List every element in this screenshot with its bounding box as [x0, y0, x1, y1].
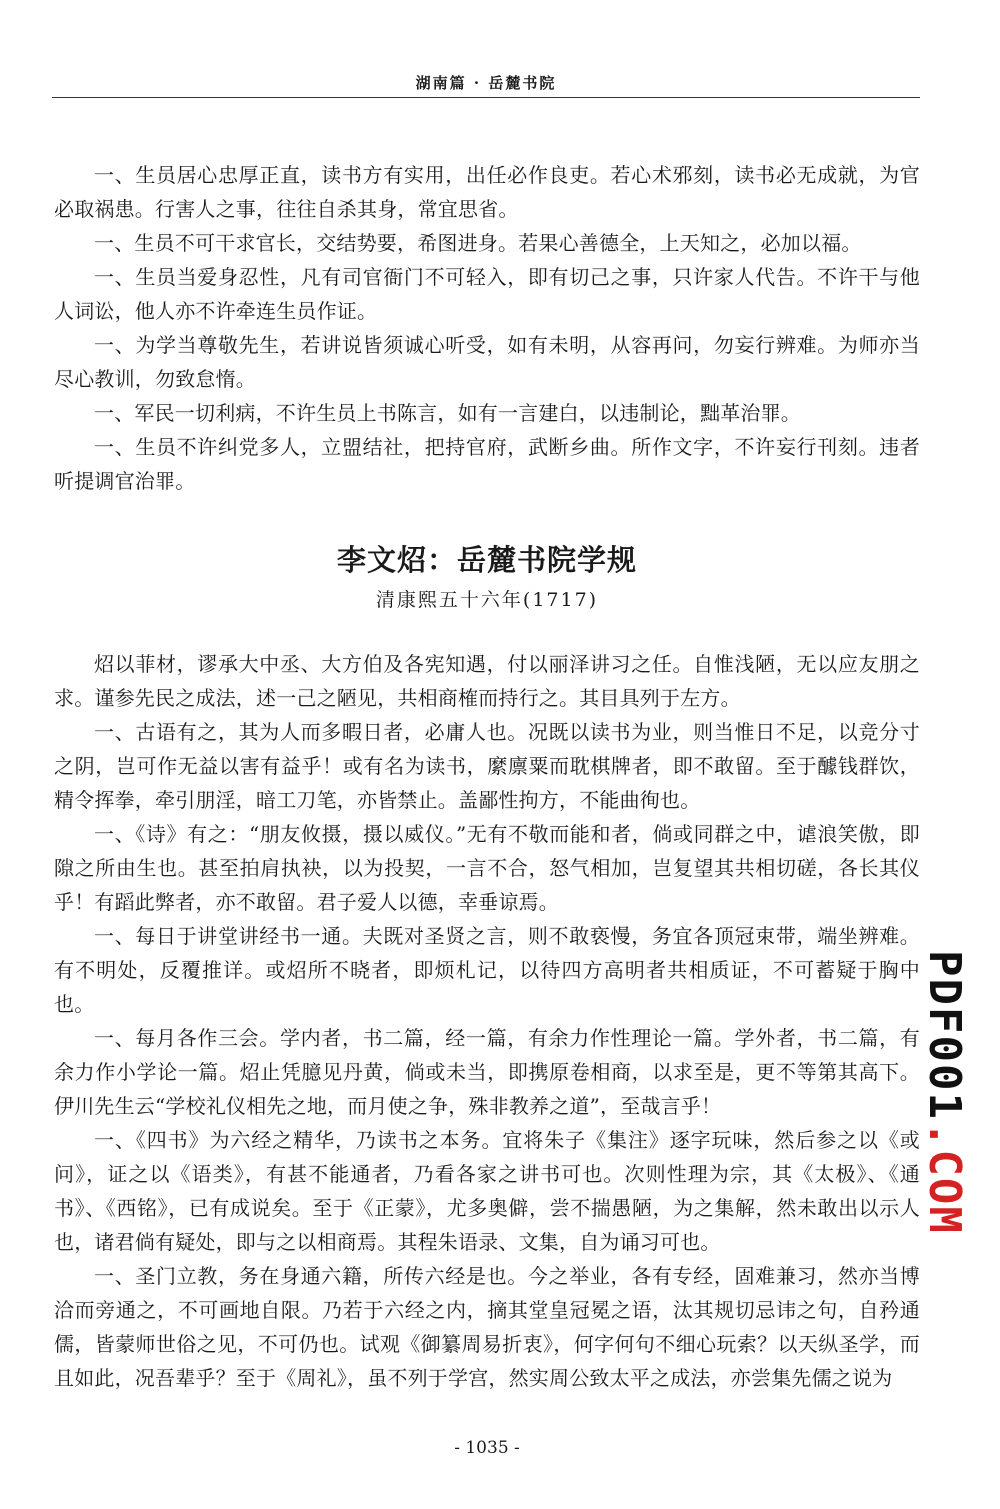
body-paragraph: 一、古语有之，其为人而多暇日者，必庸人也。况既以读书为业，则当惟日不足，以竞分寸之阴，岂可作无益以害有益乎！或有名为读书，縻廪粟而耽棋牌者，即不敢留。至于醵钱群饮，精令挥拳，牵引朋淫，暗工刀笔，亦皆禁止。盖鄙性拘方，不能曲徇也。 — [54, 720, 920, 812]
page-number: - 1035 - — [454, 1438, 520, 1458]
rule-paragraph: 一、生员不可干求官长，交结势要，希图进身。若果心善德全，上天知之，必加以福。 — [94, 231, 862, 255]
body-paragraph: 一、每日于讲堂讲经书一通。夫既对圣贤之言，则不敢亵慢，务宜各顶冠束带，端坐辨难。有不明处，反覆推详。或炤所不晓者，即烦札记，以待四方高明者共相质证，不可蓄疑于胸中也。 — [54, 924, 920, 1016]
rule-paragraph: 一、生员居心忠厚正直，读书方有实用，出任必作良吏。若心术邪刻，读书必无成就，为官必取祸患。行害人之事，往往自杀其身，常宜思省。 — [54, 163, 920, 221]
section-body — [54, 647, 920, 1395]
body-paragraph: 一、圣门立教，务在身通六籍，所传六经是也。今之举业，各有专经，固难兼习，然亦当博洽而旁通之，不可画地自限。乃若于六经之内，摘其堂皇冠冕之语，汰其规切忌讳之句，自矜通儒，皆蒙师世俗之见，不可仍也。试观《御纂周易折衷》，何字何句不细心玩索？以天纵圣学，而且如此，况吾辈乎？至于《周礼》，虽不列于学宫，然实周公致太平之成法，亦尝集先儒之说为 — [54, 1264, 920, 1390]
rules-list-top — [54, 158, 920, 498]
watermark-site: PDF001 — [919, 950, 970, 1121]
watermark-domain: .COM — [919, 1120, 970, 1235]
body-paragraph: 一、《四书》为六经之精华，乃读书之本务。宜将朱子《集注》逐字玩味，然后参之以《或问》，证之以《语类》，有甚不能通者，乃看各家之讲书可也。次则性理为宗，其《太极》、《通书》、《西铭》，已有成说矣。至于《正蒙》，尤多奥僻，尝不揣愚陋，为之集解，然未敢出以示人也，诸君倘有疑处，即与之以相商焉。其程朱语录、文集，自为诵习可也。 — [54, 1128, 920, 1254]
header-divider — [52, 97, 920, 98]
running-header: 湖南篇 · 岳麓书院 — [415, 74, 557, 92]
body-paragraph: 一、《诗》有之：“朋友攸摄，摄以威仪。”无有不敬而能和者，倘或同群之中，谑浪笑傲，即隙之所由生也。甚至拍肩执袂，以为投契，一言不合，怒气相加，岂复望其共相切磋，各长其仪乎！有蹈此弊者，亦不敢留。君子爱人以德，幸垂谅焉。 — [54, 822, 920, 914]
rule-paragraph: 一、生员不许纠党多人，立盟结社，把持官府，武断乡曲。所作文字，不许妄行刊刻。违者听提调官治罪。 — [54, 435, 920, 493]
body-paragraph: 炤以菲材，谬承大中丞、大方伯及各宪知遇，付以丽泽讲习之任。自惟浅陋，无以应友朋之求。谨参先民之成法，述一己之陋见，共相商榷而持行之。其目具列于左方。 — [54, 652, 920, 710]
watermark-text — [919, 950, 970, 1235]
rule-paragraph: 一、为学当尊敬先生，若讲说皆须诚心听受，如有未明，从容再问，勿妄行辨难。为师亦当尽心教训，勿致怠惰。 — [54, 333, 920, 391]
section-date: 清康熙五十六年(1717) — [375, 589, 599, 611]
rule-paragraph: 一、军民一切利病，不许生员上书陈言，如有一言建白，以违制论，黜革治罪。 — [94, 401, 801, 425]
section-title: 李文炤：岳麓书院学规 — [336, 543, 637, 577]
watermark — [919, 950, 1000, 1370]
body-paragraph: 一、每月各作三会。学内者，书二篇，经一篇，有余力作性理论一篇。学外者，书二篇，有余力作小学论一篇。炤止凭臆见丹黄，倘或未当，即携原卷相商，以求至是，更不等第其高下。伊川先生云“学校礼仪相先之地，而月使之争，殊非教养之道”，至哉言乎！ — [54, 1026, 920, 1118]
rule-paragraph: 一、生员当爱身忍性，凡有司官衙门不可轻入，即有切己之事，只许家人代告。不许干与他人词讼，他人亦不许牵连生员作证。 — [54, 265, 920, 323]
